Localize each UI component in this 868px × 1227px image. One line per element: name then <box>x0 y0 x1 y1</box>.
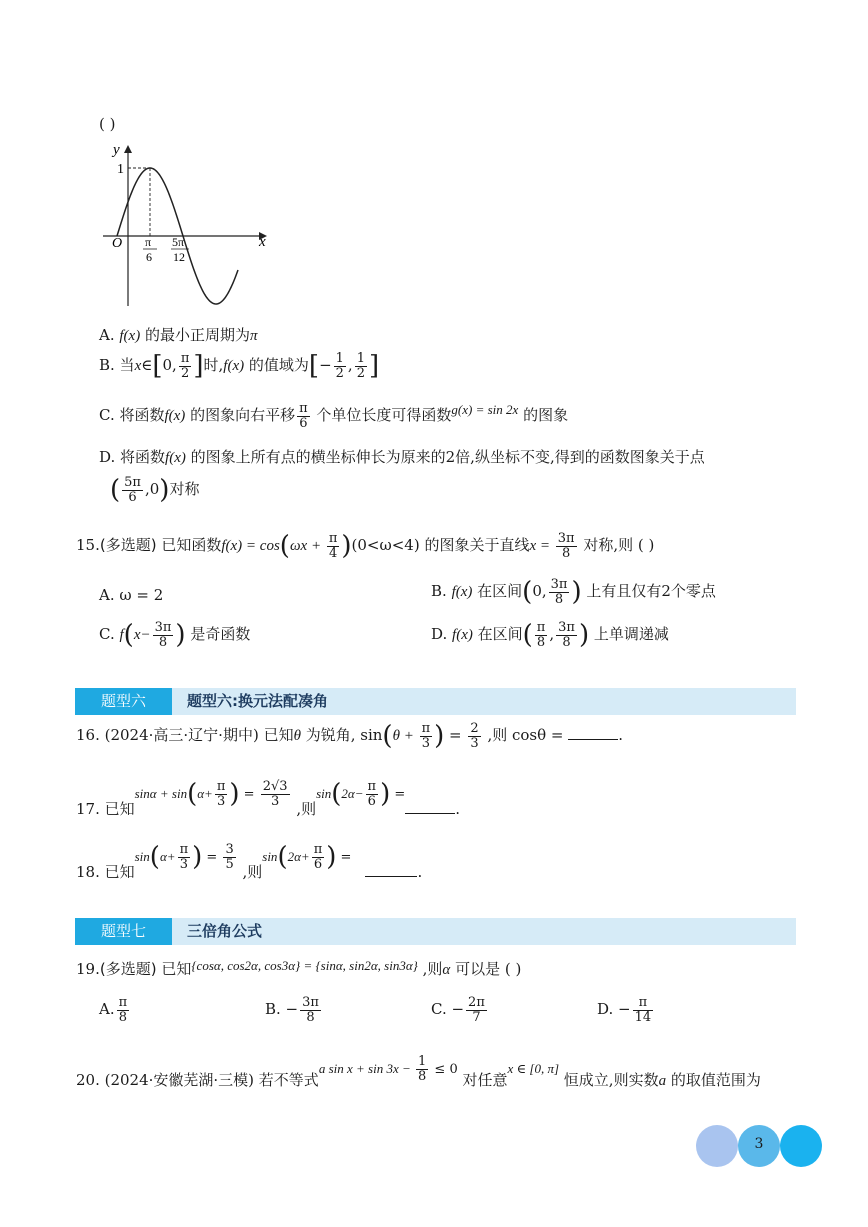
origin-label: O <box>112 236 123 251</box>
q14-option-d-line2: ( $\frac{5\pi}{6}$ ,0)对称 <box>110 475 200 506</box>
q19-option-d[interactable]: D. − $\frac{\pi}{14}$ <box>597 995 652 1025</box>
q14-option-c[interactable]: C. 将函数f(x) 的图象向右平移 $\frac{\pi}{6}$ 个单位长度可得函数g(x) = sin 2x 的图象 <box>99 401 569 431</box>
page-number: 3 <box>754 1136 764 1152</box>
q18-answer-blank[interactable] <box>365 876 417 877</box>
q16-answer-blank[interactable] <box>568 739 618 740</box>
q17-answer-blank[interactable] <box>405 813 455 814</box>
q15-option-a[interactable]: A. ω = 2 <box>99 586 164 604</box>
y-axis-arrow <box>124 145 132 153</box>
q14-answer-paren: ( ) <box>99 115 116 133</box>
section-title-6: 题型六:换元法配凑角 <box>187 692 328 710</box>
q15-option-d[interactable]: D. f(x) 在区间( $\frac{\pi}{8}$ , $\frac{3\pi}{8}$ ) 上单调递减 <box>431 620 669 651</box>
x-tick2-num: 5π <box>172 235 185 249</box>
q14-option-d-line1[interactable]: D. 将函数f(x) 的图象上所有点的横坐标伸长为原来的2倍,纵坐标不变,得到的函数图象关于点 <box>99 448 705 466</box>
q20: 20. (2024·安徽芜湖·三模) 若不等式a sin x + sin 3x − $\frac{1}{8}$ ≤ 0 对任意x ∈ [0, π] 恒成立,则实数a 的取值范围为 <box>76 1054 761 1090</box>
q14-option-b[interactable]: B. 当x∈[0, $\frac{\pi}{2}$ ]时,f(x) 的值域为[− $\frac{1}{2}$ , $\frac{1}{2}$ ] <box>99 351 380 382</box>
section-tag-7: 题型七 <box>75 918 172 945</box>
q16: 16. (2024·高三·辽宁·期中) 已知θ 为锐角, sin(θ + $\frac{\pi}{3}$ ) = $\frac{2}{3}$ ,则 cosθ = . <box>76 721 624 752</box>
q14-option-a[interactable]: A. f(x) 的最小正周期为π <box>99 326 258 344</box>
y-tick-1: 1 <box>117 162 124 177</box>
q19-option-c[interactable]: C. − $\frac{2\pi}{7}$ <box>431 995 485 1025</box>
section-title-7: 三倍角公式 <box>187 922 263 940</box>
q15-stem: 15.(多选题) 已知函数f(x) = cos(ωx + $\frac{\pi}{4}$ )(0<ω<4) 的图象关于直线x = $\frac{3\pi}{8}$ 对称,则 ( ) <box>76 531 655 562</box>
q17: 17. 已知sinα + sin(α+ $\frac{\pi}{3}$ ) = $\frac{2√3}{3}$ ,则sin(2α− $\frac{\pi}{6}$ ) =. <box>76 779 461 819</box>
q19-option-b[interactable]: B. − $\frac{3\pi}{8}$ <box>265 995 319 1025</box>
q18: 18. 已知sin(α+ $\frac{\pi}{3}$ ) = $\frac{3}{5}$ ,则sin(2α+ $\frac{\pi}{6}$ ) =. <box>76 842 423 882</box>
section-tag-6: 题型六 <box>75 688 172 715</box>
sine-graph <box>95 140 275 312</box>
section-header-6 <box>75 688 796 715</box>
x-axis-label: x <box>259 234 266 250</box>
q19-option-a[interactable]: A. $\frac{\pi}{8}$ <box>99 995 128 1025</box>
x-tick2-den: 12 <box>173 250 185 264</box>
y-axis-label: y <box>113 142 120 158</box>
q15-option-b[interactable]: B. f(x) 在区间(0, $\frac{3\pi}{8}$ ) 上有且仅有2个零点 <box>431 577 716 608</box>
q15-option-c[interactable]: C. f(x− $\frac{3\pi}{8}$ ) 是奇函数 <box>99 620 251 651</box>
q19-stem: 19.(多选题) 已知{cosα, cos2α, cos3α} = {sinα, sin2α, sin3α} ,则α 可以是 ( ) <box>76 958 522 978</box>
x-tick1-num: π <box>145 235 152 249</box>
circle-dark <box>780 1125 822 1167</box>
section-header-7 <box>75 918 796 945</box>
circle-light <box>696 1125 738 1167</box>
x-tick1-den: 6 <box>146 250 152 264</box>
